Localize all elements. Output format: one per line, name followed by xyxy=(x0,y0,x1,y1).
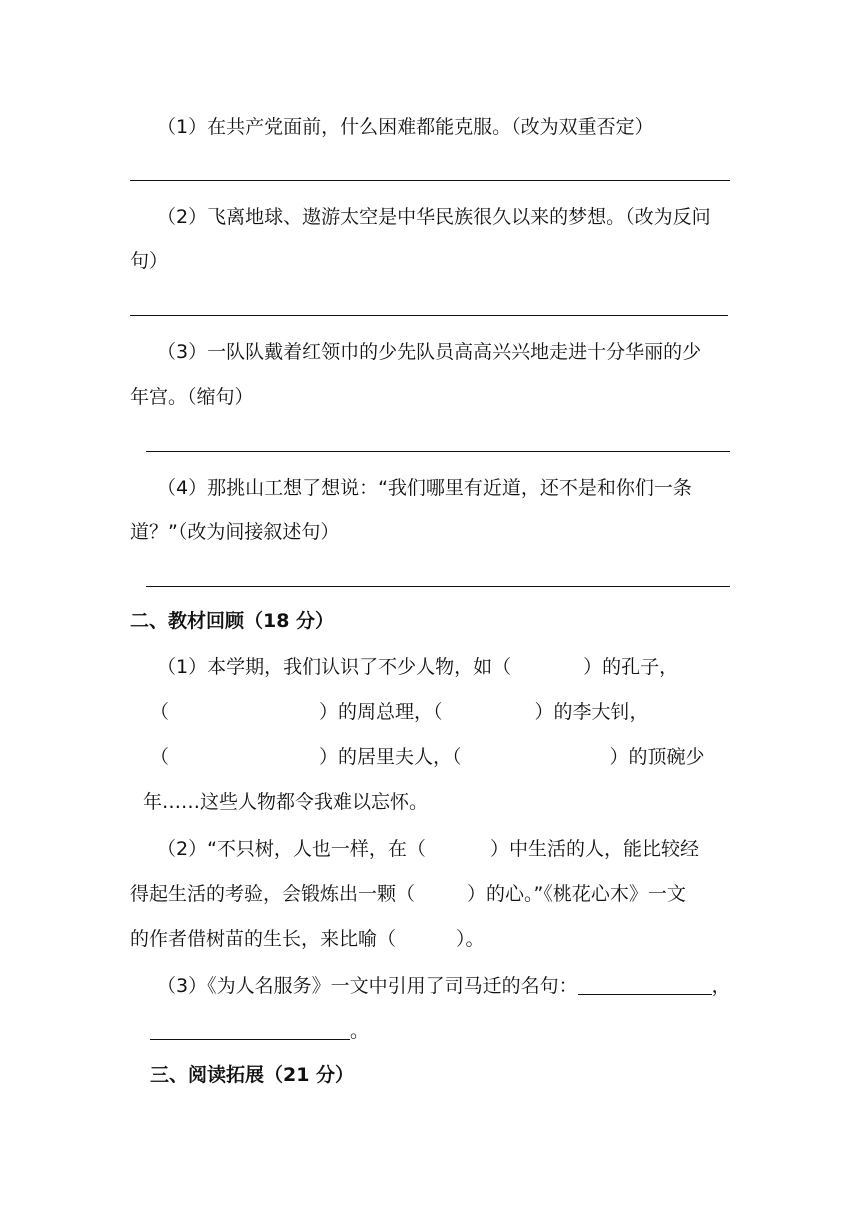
answer-line xyxy=(146,451,730,452)
question-2-2-line2: 得起生活的考验，会锻炼出一颗（ ）的心。”《桃花心木》一文 xyxy=(130,883,686,905)
section-3-heading: 三、阅读拓展（21 分） xyxy=(150,1064,355,1086)
question-2-3-line2: 。 xyxy=(150,1021,369,1041)
fill-blank-line xyxy=(578,976,712,995)
question-1-3-line2: 年宫。（缩句） xyxy=(130,386,254,408)
fill-blank-line xyxy=(150,1021,350,1040)
question-1-4-line1: （4）那挑山工想了想说：“我们哪里有近道，还不是和你们一条 xyxy=(157,477,692,499)
answer-line xyxy=(146,586,730,587)
question-2-3-line1: （3）《为人名服务》一文中引用了司马迁的名句： ， xyxy=(157,975,731,997)
question-2-1-line4: 年……这些人物都令我难以忘怀。 xyxy=(143,791,429,813)
section-2-heading: 二、教材回顾（18 分） xyxy=(130,610,335,632)
answer-line xyxy=(130,180,730,181)
question-1-2-line2: 句） xyxy=(130,250,169,272)
question-1-3-line1: （3）一队队戴着红领巾的少先队员高高兴兴地走进十分华丽的少 xyxy=(157,341,702,363)
question-2-1-line2: （ ）的周总理，（ ）的李大钊， xyxy=(150,701,649,723)
question-2-2-line1: （2）“不只树，人也一样，在（ ）中生活的人，能比较经 xyxy=(157,838,699,860)
question-2-2-line3: 的作者借树苗的生长，来比喻（ ）。 xyxy=(130,928,485,950)
question-2-1-line3: （ ）的居里夫人，（ ）的顶碗少 xyxy=(150,746,705,768)
question-1-4-line2: 道？”（改为间接叙述句） xyxy=(130,521,340,543)
question-2-1-line1: （1）本学期，我们认识了不少人物，如（ ）的孔子， xyxy=(157,656,679,678)
question-1-2-line1: （2）飞离地球、遨游太空是中华民族很久以来的梦想。（改为反问 xyxy=(157,206,711,228)
answer-line xyxy=(130,315,728,316)
question-1-1: （1）在共产党面前，什么困难都能克服。（改为双重否定） xyxy=(157,116,654,138)
